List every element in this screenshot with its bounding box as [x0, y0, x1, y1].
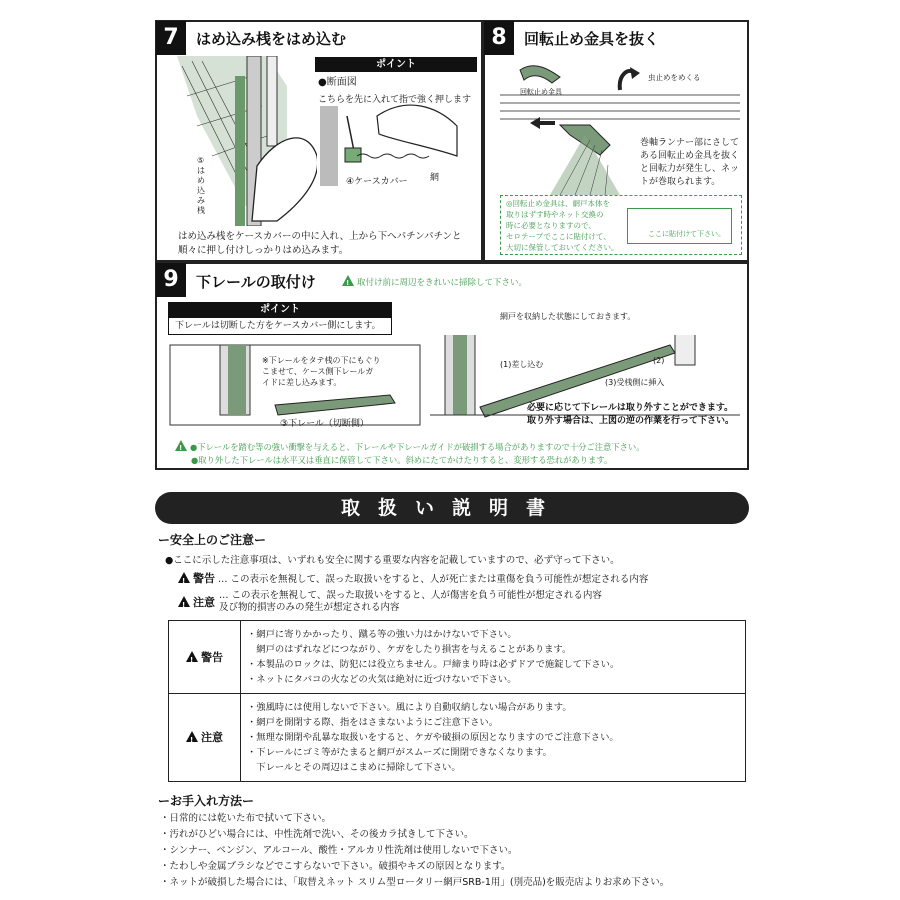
- step8-title: 回転止め金具を抜く: [524, 30, 660, 48]
- step7-description: はめ込み桟をケースカバーの中に入れ、上から下へパチンパチンと 順々に押し付けしっかりはめ込みます。: [178, 231, 462, 256]
- step7-number: 7: [156, 21, 186, 55]
- safety-intro: ●ここに示した注意事項は、いずれも安全に関する重要な内容を記載していますので、必ず守って下さい。: [165, 555, 620, 566]
- list-item: ・下レールにゴミ等がたまると網戸がスムーズに開閉できなくなります。: [247, 747, 552, 758]
- warn-label: 警告: [193, 572, 215, 585]
- table-row: [169, 621, 746, 694]
- step8-number: 8: [484, 21, 514, 55]
- step9-label-insert: (1)差し込む: [500, 360, 544, 369]
- safety-heading: ー安全上のご注意ー: [158, 533, 267, 547]
- step9-caution1-text: ●下レールを踏む等の強い衝撃を与えると、下レールや下レールガイドが破損する場合がありますので十分ご注意下さい。: [190, 442, 645, 452]
- step9-point-text: 下レールは切断した方をケースカバー側にします。: [168, 317, 392, 335]
- step9-number: 9: [156, 263, 186, 297]
- step7-section-label: ●断面図: [318, 77, 357, 88]
- list-item: ・網戸に寄りかかったり、蹴る等の強い力はかけないで下さい。: [247, 629, 517, 640]
- list-item: 網戸のはずれなどにつながり、ケガをしたり損害を与えることがあります。: [247, 644, 572, 655]
- step9-caution1: [175, 440, 645, 454]
- step8-description: 巻軸ランナー部にさして ある回転止め金具を抜く と回転力が発生し、ネッ トが巻取られます。: [640, 138, 740, 187]
- list-item: ・シンナー、ベンジン、アルコール、酸性・アルカリ性洗剤は使用しないで下さい。: [160, 845, 518, 856]
- table-caution-cell: [169, 694, 241, 782]
- list-item: ・強風時には使用しないで下さい。風により自動収納しない場合があります。: [247, 702, 572, 713]
- step9-label-rail: ③下レール（切断側）: [280, 419, 369, 429]
- list-item: ・網戸を開閉する際、指をはさまないようにご注意下さい。: [247, 717, 499, 728]
- step7-title: はめ込み桟をはめ込む: [196, 30, 347, 48]
- table-caution-label: 注意: [201, 731, 223, 744]
- table-caution-items: [241, 694, 746, 782]
- step7-point-header: ポイント: [315, 57, 477, 72]
- step9-caution-top: [342, 275, 527, 290]
- step8-label-net: 虫止めをめくる: [648, 73, 701, 82]
- list-item: ・汚れがひどい場合には、中性洗剤で洗い、その後カラ拭きして下さい。: [160, 829, 474, 840]
- step9-point-header: ポイント: [168, 302, 392, 317]
- safety-warn-row: [178, 572, 648, 587]
- step9-title: 下レールの取付け: [196, 273, 316, 291]
- table-warn-items: [241, 621, 746, 694]
- warning-triangle-icon: [186, 731, 198, 742]
- table-warn-cell: [169, 621, 241, 694]
- warning-triangle-icon: [186, 651, 198, 662]
- list-item: ・たわしや金属ブラシなどでこすらないで下さい。破損やキズの原因となります。: [160, 861, 511, 872]
- warning-triangle-icon: [178, 572, 190, 583]
- step7-label-frame: ⑤ は め 込 み 桟: [197, 156, 205, 215]
- step8-note: ◎回転止め金具は、網戸本体を 取りはずす時やネット交換の 時に必要となりますので、 セロテープでここに貼付けて、 大切に保管しておいてください。: [506, 199, 619, 252]
- step9-label-2: (2): [653, 356, 665, 365]
- manual-banner: 取扱い説明書: [155, 492, 749, 524]
- warn-desc: … この表示を無視して、誤った取扱いをすると、人が死亡または重傷を負う可能性が想定される内容: [218, 574, 649, 585]
- safety-caution-row: [178, 590, 602, 614]
- step7-hint: こちらを先に入れて指で強く押します: [318, 95, 472, 105]
- safety-table: [168, 620, 746, 782]
- table-row: [169, 694, 746, 782]
- step8-label-fitting: 回転止め金具: [520, 88, 562, 96]
- step9-caution-top-text: 取付け前に周辺をきれいに掃除して下さい。: [357, 278, 528, 288]
- table-warn-label: 警告: [201, 650, 223, 664]
- step9-remove-note: 必要に応じて下レールは取り外すことができます。 取り外す場合は、上図の逆の作業を行って下さい。: [527, 403, 735, 426]
- caution-desc: … この表示を無視して、誤った取扱いをすると、人が傷害を負う可能性が想定される内容 及び物的損害のみの発生が想定される内容: [219, 590, 602, 613]
- warning-triangle-icon: [175, 440, 187, 451]
- care-heading: ーお手入れ方法ー: [158, 794, 255, 808]
- list-item: 下レールとその周辺はこまめに掃除して下さい。: [247, 762, 461, 773]
- caution-label: 注意: [193, 596, 215, 609]
- step9-label-insert3: (3)受桟側に挿入: [605, 378, 665, 387]
- list-item: ・ネットが破損した場合には、「取替えネット スリム型ロータリー網戸SRB-1用」(別売品)を販売店よりお求め下さい。: [160, 877, 670, 888]
- list-item: ・ネットにタバコの火などの火気は絶対に近づけないで下さい。: [247, 674, 517, 685]
- step7-label-case: ④ケースカバー: [346, 177, 408, 187]
- step8-sticker-text: ここに貼付けて下さい。: [648, 230, 725, 238]
- list-item: ・本製品のロックは、防犯には役立ちません。戸締まり時は必ずドアで施錠して下さい。: [247, 659, 620, 670]
- warning-triangle-icon: [178, 596, 190, 607]
- step9-caution2: ●取り外した下レールは水平又は垂直に保管して下さい。斜めにたてかけたりすると、変形する恐れがあります。: [191, 455, 613, 465]
- list-item: ・日常的には乾いた布で拭いて下さい。: [160, 813, 332, 824]
- step7-label-net: 網: [430, 173, 440, 183]
- step9-note-left: ※下レールをタテ桟の下にもぐり こませて、ケース側下レールガ イドに差し込みます。: [262, 356, 381, 387]
- step9-label-stored: 網戸を収納した状態にしておきます。: [500, 312, 636, 321]
- list-item: ・無理な開閉や乱暴な取扱いをすると、ケガや破損の原因となりますのでご注意下さい。: [247, 732, 619, 743]
- warning-triangle-icon: [342, 275, 354, 286]
